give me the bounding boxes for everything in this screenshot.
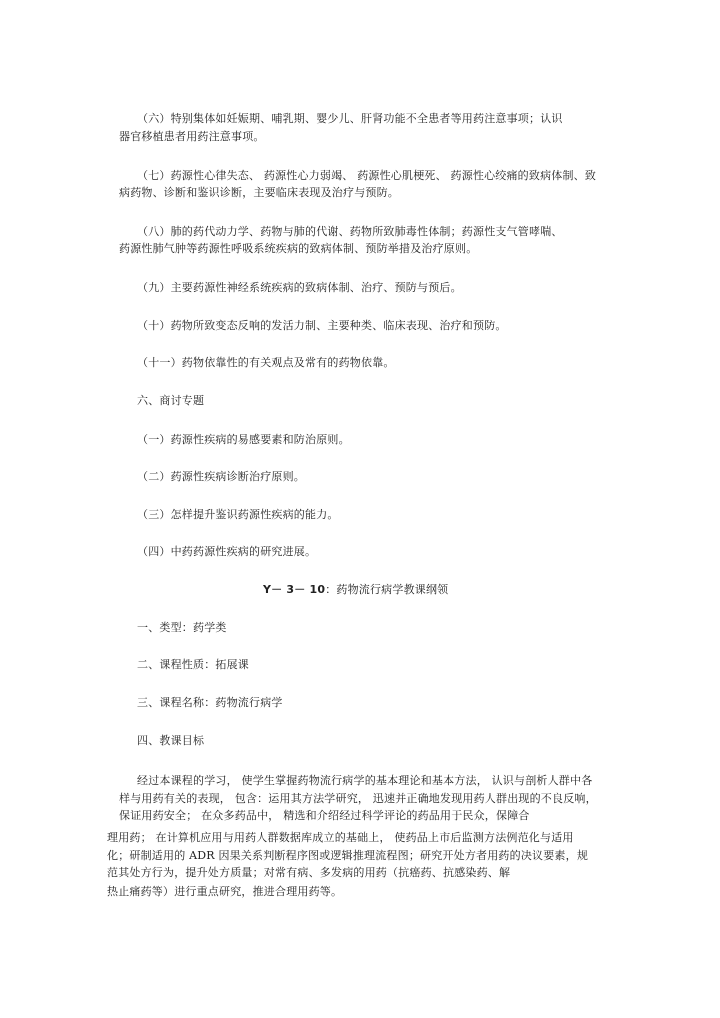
- text-line: （十）药物所致变态反响的发活力制、主要种类、临床表现、治疗和预防。: [137, 319, 507, 332]
- text-line: （八）肺的药代动力学、药物与肺的代谢、药物所致肺毒性体制；药源性支气管哮喘、: [137, 225, 563, 238]
- text-line: 器官移植患者用药注意事项。: [119, 130, 265, 143]
- text-line: 经过本课程的学习， 使学生掌握药物流行病学的基本理论和基本方法， 认识与剖析人群中各: [137, 774, 593, 787]
- text-line: 理用药； 在计算机应用与用药人群数据库成立的基础上， 使药品上市后监测方法例范化与适用: [107, 831, 574, 844]
- text-line: 保证用药安全； 在众多药品中， 精选和介绍经过科学评论的药品用于民众，保障合: [119, 809, 530, 822]
- title-code: Y－ 3－ 10: [263, 583, 326, 596]
- title-text: ：药物流行病学教课纲领: [325, 583, 449, 596]
- text-line: （四）中药药源性疾病的研究进展。: [137, 545, 317, 558]
- text-line: 药源性肺气肿等药源性呼吸系统疾病的致病体制、预防举措及治疗原则。: [119, 242, 478, 255]
- section-heading: 六、商讨专题: [137, 394, 205, 407]
- text-line: 范其处方行为，提升处方质量；对常有病、多发病的用药（抗癌药、抗感染药、解: [107, 866, 511, 879]
- text-line: 二、课程性质：拓展课: [137, 658, 249, 671]
- text-line: 一、类型：药学类: [137, 621, 227, 634]
- text-line: （二）药源性疾病诊断治疗原则。: [137, 470, 305, 483]
- text-line: 热止痛药等）进行重点研究，推进合理用药等。: [107, 885, 343, 898]
- text-line: （九）主要药源性神经系统疾病的致病体制、治疗、预防与预后。: [137, 281, 462, 294]
- section-heading: 四、教课目标: [137, 734, 205, 747]
- text-line: 样与用药有关的表现， 包含：运用其方法学研究， 迅速并正确地发现用药人群出现的不良反响，: [119, 792, 597, 805]
- text-line: （六）特别集体如妊娠期、哺乳期、婴少儿、肝肾功能不全患者等用药注意事项；认识: [137, 112, 563, 125]
- text-line: （十一）药物依靠性的有关观点及常有的药物依靠。: [137, 356, 395, 369]
- text-line: 病药物、诊断和鉴识诊断，主要临床表现及治疗与预防。: [119, 186, 399, 199]
- text-line: （七）药源性心律失态、 药源性心力弱竭、 药源性心肌梗死、 药源性心绞痛的致病体制、致: [137, 169, 597, 182]
- text-line: （一）药源性疾病的易感要素和防治原则。: [137, 433, 350, 446]
- text-line: 三、课程名称：药物流行病学: [137, 696, 283, 709]
- document-title: [263, 584, 448, 595]
- text-line: （三）怎样提升鉴识药源性疾病的能力。: [137, 508, 339, 521]
- text-line: 化；研制适用的 ADR 因果关系判断程序图或逻辑推理流程图；研究开处方者用药的决议要素，规: [107, 849, 589, 862]
